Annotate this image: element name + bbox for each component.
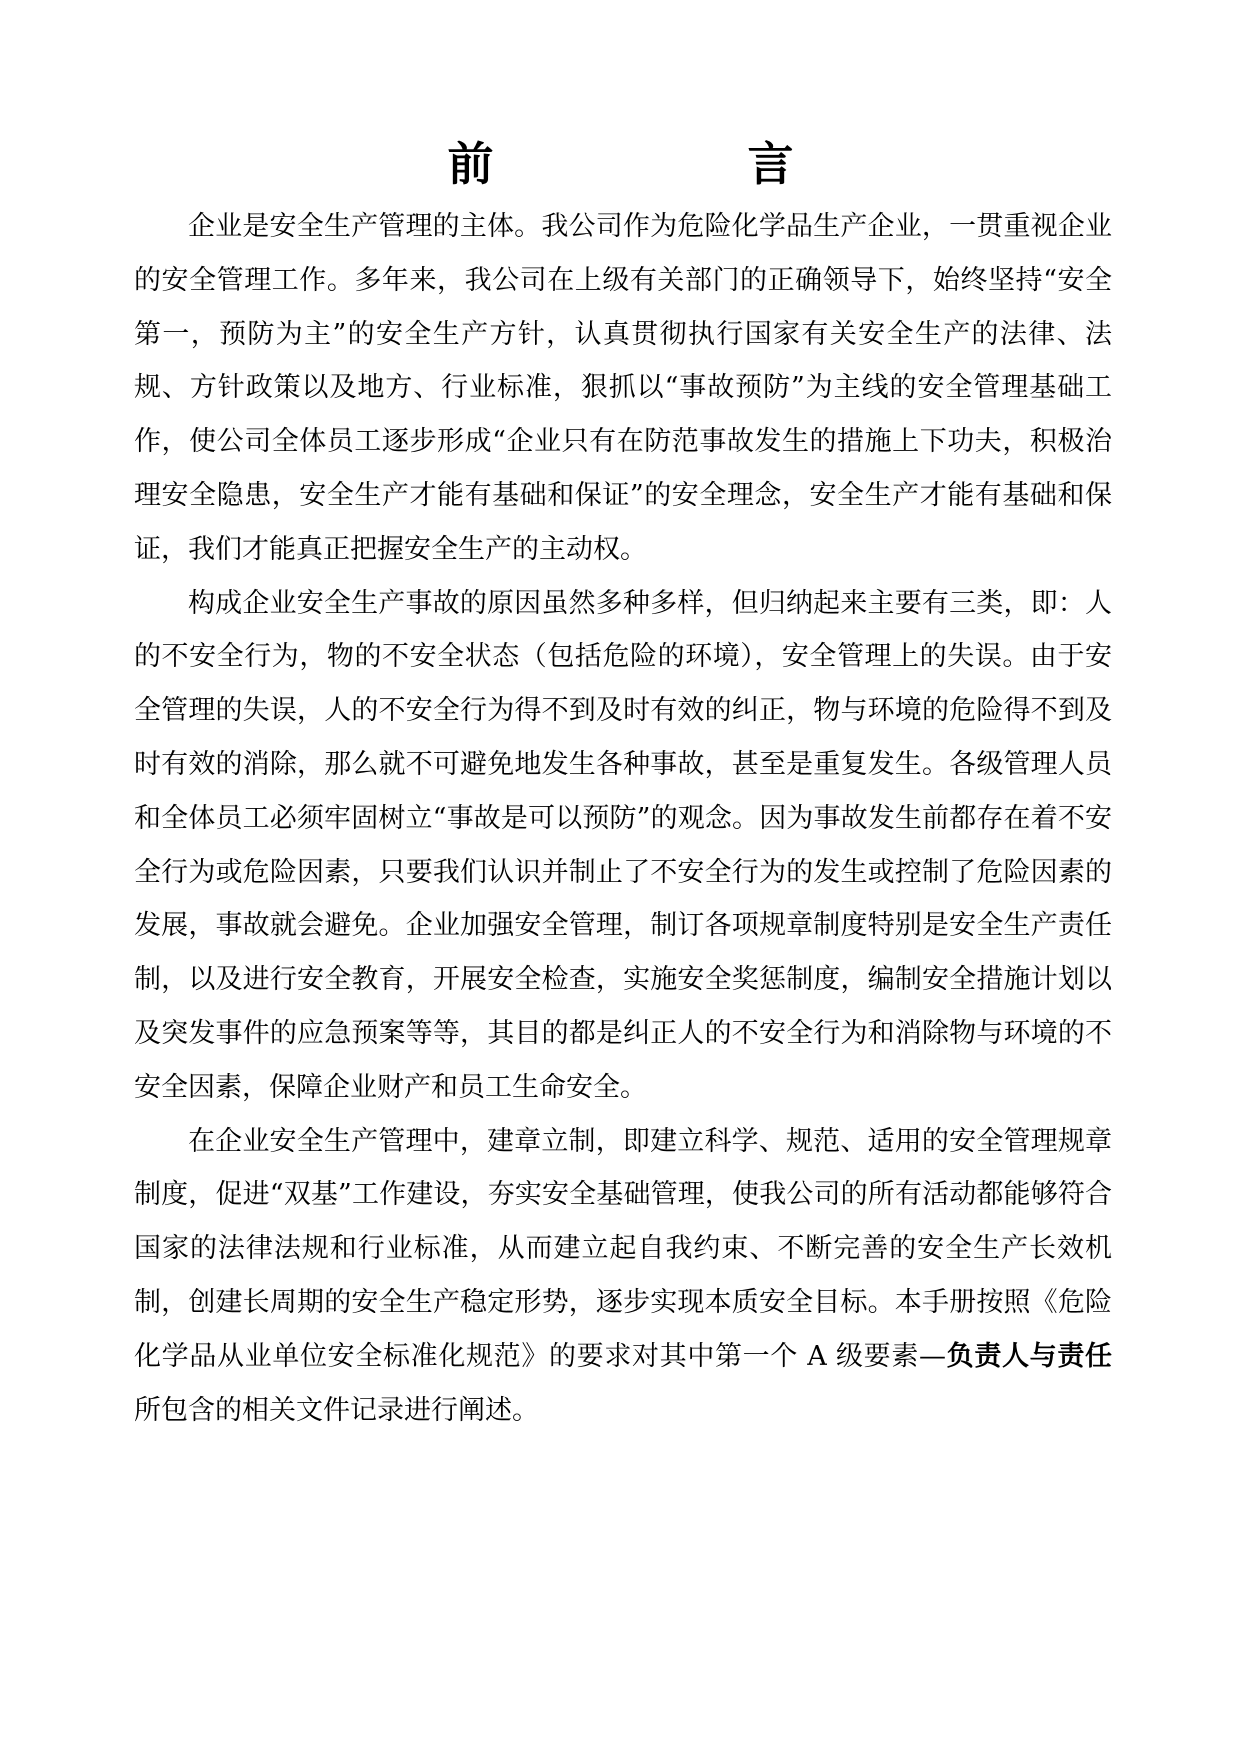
document-body [134, 200, 1112, 1437]
paragraph-3-text-after: 所包含的相关文件记录进行阐述。 [134, 1394, 539, 1426]
paragraph-1: 企业是安全生产管理的主体。我公司作为危险化学品生产企业，一贯重视企业的安全管理工作。多年来，我公司在上级有关部门的正确领导下，始终坚持“安全第一，预防为主”的安全生产方针，认真贯彻执行国家有关安全生产的法律、法规、方针政策以及地方、行业标准，狠抓以“事故预防”为主线的安全管理基础工作，使公司全体员工逐步形成“企业只有在防范事故发生的措施上下功夫，积极治理安全隐患，安全生产才能有基础和保证”的安全理念，安全生产才能有基础和保证，我们才能真正把握安全生产的主动权。 [134, 211, 1112, 565]
paragraph-3 [134, 1115, 1112, 1438]
paragraph-3-emphasis: 负责人与责任 [946, 1340, 1112, 1372]
paragraph-3-text-before: 在企业安全生产管理中，建章立制，即建立科学、规范、适用的安全管理规章制度，促进“双基”工作建设，夯实安全基础管理，使我公司的所有活动都能够符合国家的法律法规和行业标准，从而建立起自我约束、不断完善的安全生产长效机制，创建长周期的安全生产稳定形势，逐步实现本质安全目标。本手册按照《危险化学品从业单位安全标准化规范》的要求对其中第一个 A 级要素— [134, 1125, 1112, 1372]
page-title: 前 言 [447, 137, 898, 191]
paragraph-2: 构成企业安全生产事故的原因虽然多种多样，但归纳起来主要有三类，即：人的不安全行为，物的不安全状态（包括危险的环境），安全管理上的失误。由于安全管理的失误，人的不安全行为得不到及时有效的纠正，物与环境的危险得不到及时有效的消除，那么就不可避免地发生各种事故，甚至是重复发生。各级管理人员和全体员工必须牢固树立“事故是可以预防”的观念。因为事故发生前都存在着不安全行为或危险因素，只要我们认识并制止了不安全行为的发生或控制了危险因素的发展，事故就会避免。企业加强安全管理，制订各项规章制度特别是安全生产责任制，以及进行安全教育，开展安全检查，实施安全奖惩制度，编制安全措施计划以及突发事件的应急预案等等，其目的都是纠正人的不安全行为和消除物与环境的不安全因素，保障企业财产和员工生命安全。 [134, 587, 1112, 1103]
